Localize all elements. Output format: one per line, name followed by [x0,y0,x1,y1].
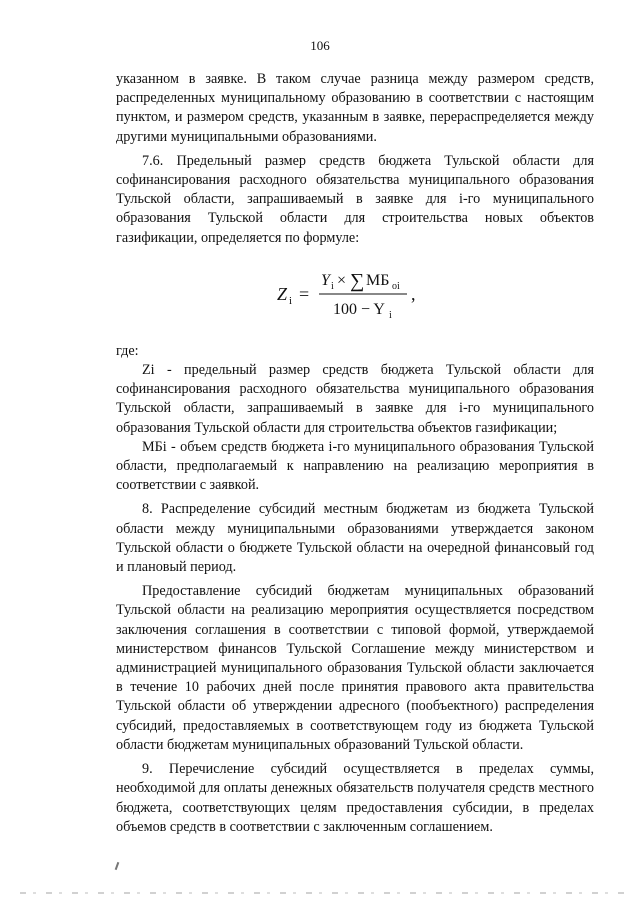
formula-times: × [337,271,347,289]
document-body [116,70,594,837]
formula-sum: ∑ [350,269,365,292]
formula-equals: = [299,283,310,304]
formula-zi [255,258,455,328]
paragraph-grant-provision: Предоставление субсидий бюджетам муниципальных образований Тульской области на реализацию мероприятия осуществляется посредством заключения соглашения в соответствии с типовой формой, утверждаемой министерством финансов Тульской Соглашение между министерством и администрацией муниципального образования Тульской области заключается в течение 10 рабочих дней после принятия правового акта правительства Тульской области об утверждении адресного (пообъектного) распределения субсидий, предоставляемых в соответствующем году из бюджета Тульской области бюджетам муниципальных образований Тульской области. [116,583,594,753]
formula-den-sub: i [389,309,392,321]
scan-stray-mark [115,862,120,870]
paragraph-mbi-definition: МБi - объем средств бюджета i-го муниципального образования Тульской области, предполагаемый к направлению на реализацию мероприятия в соответствии с заявкой. [116,438,594,494]
formula-den: 100 − Y [333,300,385,318]
paragraph-where: где: [116,342,139,359]
paragraph-9: 9. Перечисление субсидий осуществляется в пределах суммы, необходимой для оплаты денежных обязательств получателя средств местного бюджета, соответствующих целям предоставления субсидии, в пределах объемов средств в соответствии с заключенным соглашением. [116,761,594,835]
paragraph-zi-definition: Zi - предельный размер средств бюджета Тульской области для софинансирования расходного обязательства муниципального образования Тульской области, запрашиваемый в заявке для i-го муниципального образования Тульской области для строительства объектов газификации; [116,362,594,436]
paragraph-intro: указанном в заявке. В таком случае разница между размером средств, распределенных муниципальному образованию в соответствии с настоящим пунктом, и размером средств, указанным в заявке, перераспределяется между другими муниципальными образованиями. [116,71,594,145]
formula-comma: , [411,283,416,304]
scan-edge-artifact [20,892,626,894]
formula-mb: МБ [366,271,390,289]
paragraph-7-6: 7.6. Предельный размер средств бюджета Тульской области для софинансирования расходного обязательства муниципального образования Тульской области, запрашиваемый в заявке для i-го муниципального образования Тульской области для строительства новых объектов газификации, определяется по формуле: [116,152,594,246]
formula-mb-sub: оi [392,280,400,292]
page-number: 106 [310,38,330,53]
formula-lhs: Z [277,283,288,304]
formula-block [116,256,594,330]
paragraph-8: 8. Распределение субсидий местным бюджетам из бюджета Тульской области между муниципальными образованиями утверждается законом Тульской области о бюджете Тульской области на очередной финансовый год и плановый период. [116,501,594,576]
formula-num-y-sub: i [331,280,334,292]
formula-lhs-sub: i [289,294,293,307]
formula-num-y: Y [321,271,330,289]
